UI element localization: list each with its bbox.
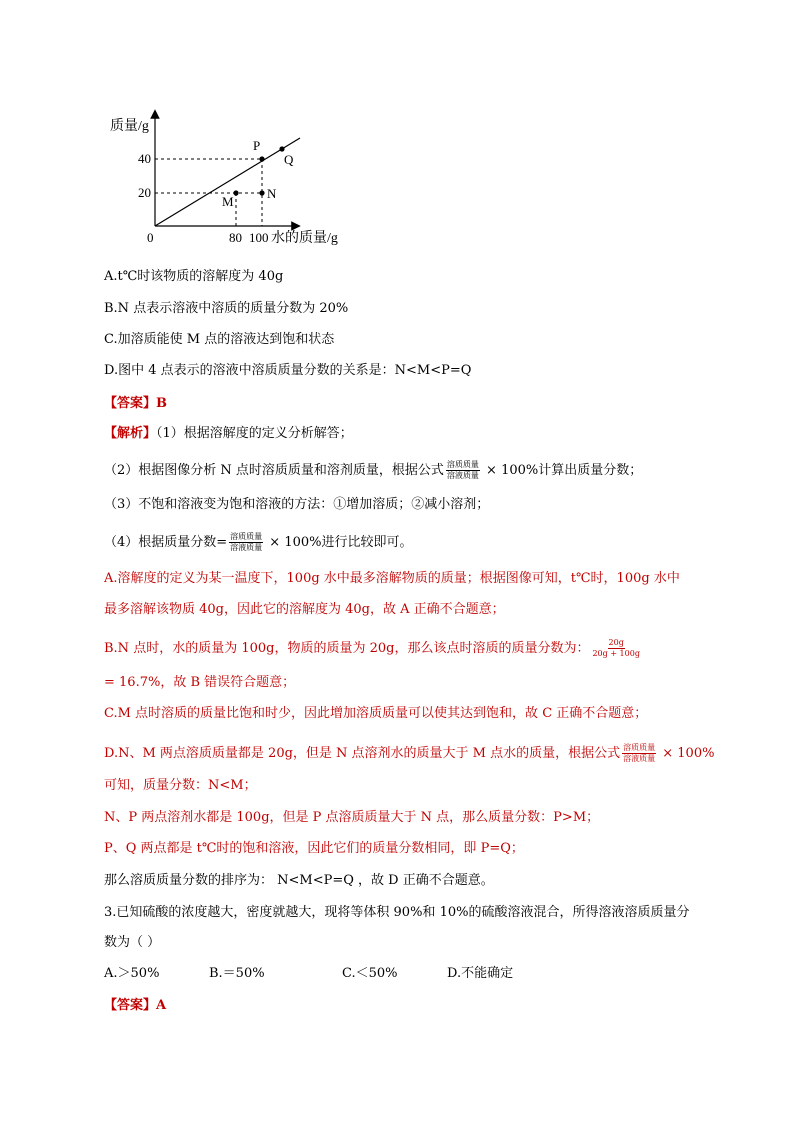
b-fraction-numerator: 20g	[608, 638, 624, 647]
analysis-step1-text: （1）根据溶解度的定义分析解答；	[156, 426, 353, 441]
question3-options	[104, 965, 513, 983]
q3-option-c: C.＜50%	[342, 966, 398, 981]
analysis-step2	[104, 460, 642, 481]
point-m	[233, 190, 238, 195]
explanation-c1: C.M 点时溶质的质量比饱和时少，因此增加溶质质量可以使其达到饱和，故 C 正确不合题意；	[104, 706, 648, 721]
saturation-line	[155, 138, 300, 226]
b-fraction	[591, 638, 640, 659]
y-axis-label: 质量/g	[110, 119, 149, 134]
label-n: N	[267, 186, 277, 201]
origin-label: 0	[147, 230, 154, 245]
y-tick-40: 40	[138, 151, 151, 166]
x-tick-80: 80	[229, 230, 242, 245]
explanation-b2: = 16.7%，故 B 错误符合题意；	[104, 675, 296, 690]
x-tick-100: 100	[249, 230, 269, 245]
explanation-b1	[104, 638, 643, 659]
label-m: M	[222, 194, 234, 209]
explanation-d3: N、P 两点溶剂水都是 100g，但是 P 点溶质质量大于 N 点，那么质量分数：P>M；	[104, 810, 600, 825]
label-q: Q	[284, 152, 294, 167]
label-p: P	[253, 138, 261, 153]
option-c: C.加溶质能使 M 点的溶液达到饱和状态	[104, 332, 335, 347]
solubility-graph	[100, 108, 360, 248]
explanation-d1-pre: D.N、M 两点溶质质量都是 20g，但是 N 点溶剂水的质量大于 M 点水的质量，根据公式	[104, 746, 621, 761]
analysis-step4-pre: （4）根据质量分数=	[104, 535, 228, 550]
analysis-label: 【解析】	[104, 426, 157, 441]
analysis-step1	[104, 425, 353, 443]
b-fraction-denominator: 20g + 100g	[592, 649, 640, 658]
fraction-numerator: 溶质质量	[230, 532, 263, 541]
formula-fraction	[622, 743, 656, 764]
analysis-step4	[104, 532, 413, 553]
q3-option-a: A.＞50%	[104, 966, 160, 981]
answer3-label: 【答案】A	[104, 998, 167, 1013]
formula-fraction	[446, 460, 480, 481]
analysis-step2-pre: （2）根据图像分析 N 点时溶质质量和溶剂质量，根据公式	[104, 463, 444, 478]
explanation-d2: 可知，质量分数：N<M；	[104, 778, 257, 793]
point-p	[259, 156, 264, 161]
formula-fraction	[229, 532, 263, 553]
option-a: A.t℃时该物质的溶解度为 40g	[104, 269, 284, 284]
fraction-denominator: 溶液质量	[230, 543, 263, 552]
q3-option-d: D.不能确定	[447, 966, 514, 981]
x-axis-label: 水的质量/g	[271, 231, 338, 246]
explanation-d5: 那么溶质质量分数的排序为： N<M<P=Q ，故 D 正确不合题意。	[104, 873, 494, 888]
fraction-denominator: 溶液质量	[446, 471, 479, 480]
fraction-numerator: 溶质质量	[623, 743, 656, 752]
y-tick-20: 20	[138, 185, 151, 200]
option-b: B.N 点表示溶液中溶质的质量分数为 20%	[104, 301, 349, 316]
option-d: D.图中 4 点表示的溶液中溶质质量分数的关系是：N<M<P=Q	[104, 363, 472, 378]
point-q	[279, 146, 284, 151]
analysis-step4-post: × 100%进行比较即可。	[265, 535, 413, 550]
explanation-a2: 最多溶解该物质 40g，因此它的溶解度为 40g，故 A 正确不合题意；	[104, 602, 505, 617]
analysis-step2-post: × 100%计算出质量分数；	[481, 463, 643, 478]
analysis-step3: （3）不饱和溶液变为饱和溶液的方法：①增加溶质；②减小溶剂；	[104, 497, 490, 512]
answer-label: 【答案】B	[104, 396, 167, 411]
point-n	[259, 190, 264, 195]
question3-line1: 3.已知硫酸的浓度越大，密度就越大，现将等体积 90%和 10%的硫酸溶液混合，所得溶液溶质质量分	[104, 905, 690, 920]
explanation-d1-post: × 100%	[658, 746, 715, 761]
explanation-d4: P、Q 两点都是 t℃时的饱和溶液，因此它们的质量分数相同，即 P=Q；	[104, 841, 524, 856]
question3-line2: 数为（ ）	[104, 935, 161, 950]
q3-option-b: B.＝50%	[209, 966, 265, 981]
fraction-numerator: 溶质质量	[446, 460, 479, 469]
explanation-a1: A.溶解度的定义为某一温度下，100g 水中最多溶解物质的质量；根据图像可知，t℃时，100g 水中	[104, 571, 680, 586]
fraction-denominator: 溶液质量	[623, 754, 656, 763]
explanation-d1	[104, 743, 714, 764]
explanation-b1-text: B.N 点时，水的质量为 100g，物质的质量为 20g，那么该点时溶质的质量分数为：	[104, 641, 590, 656]
